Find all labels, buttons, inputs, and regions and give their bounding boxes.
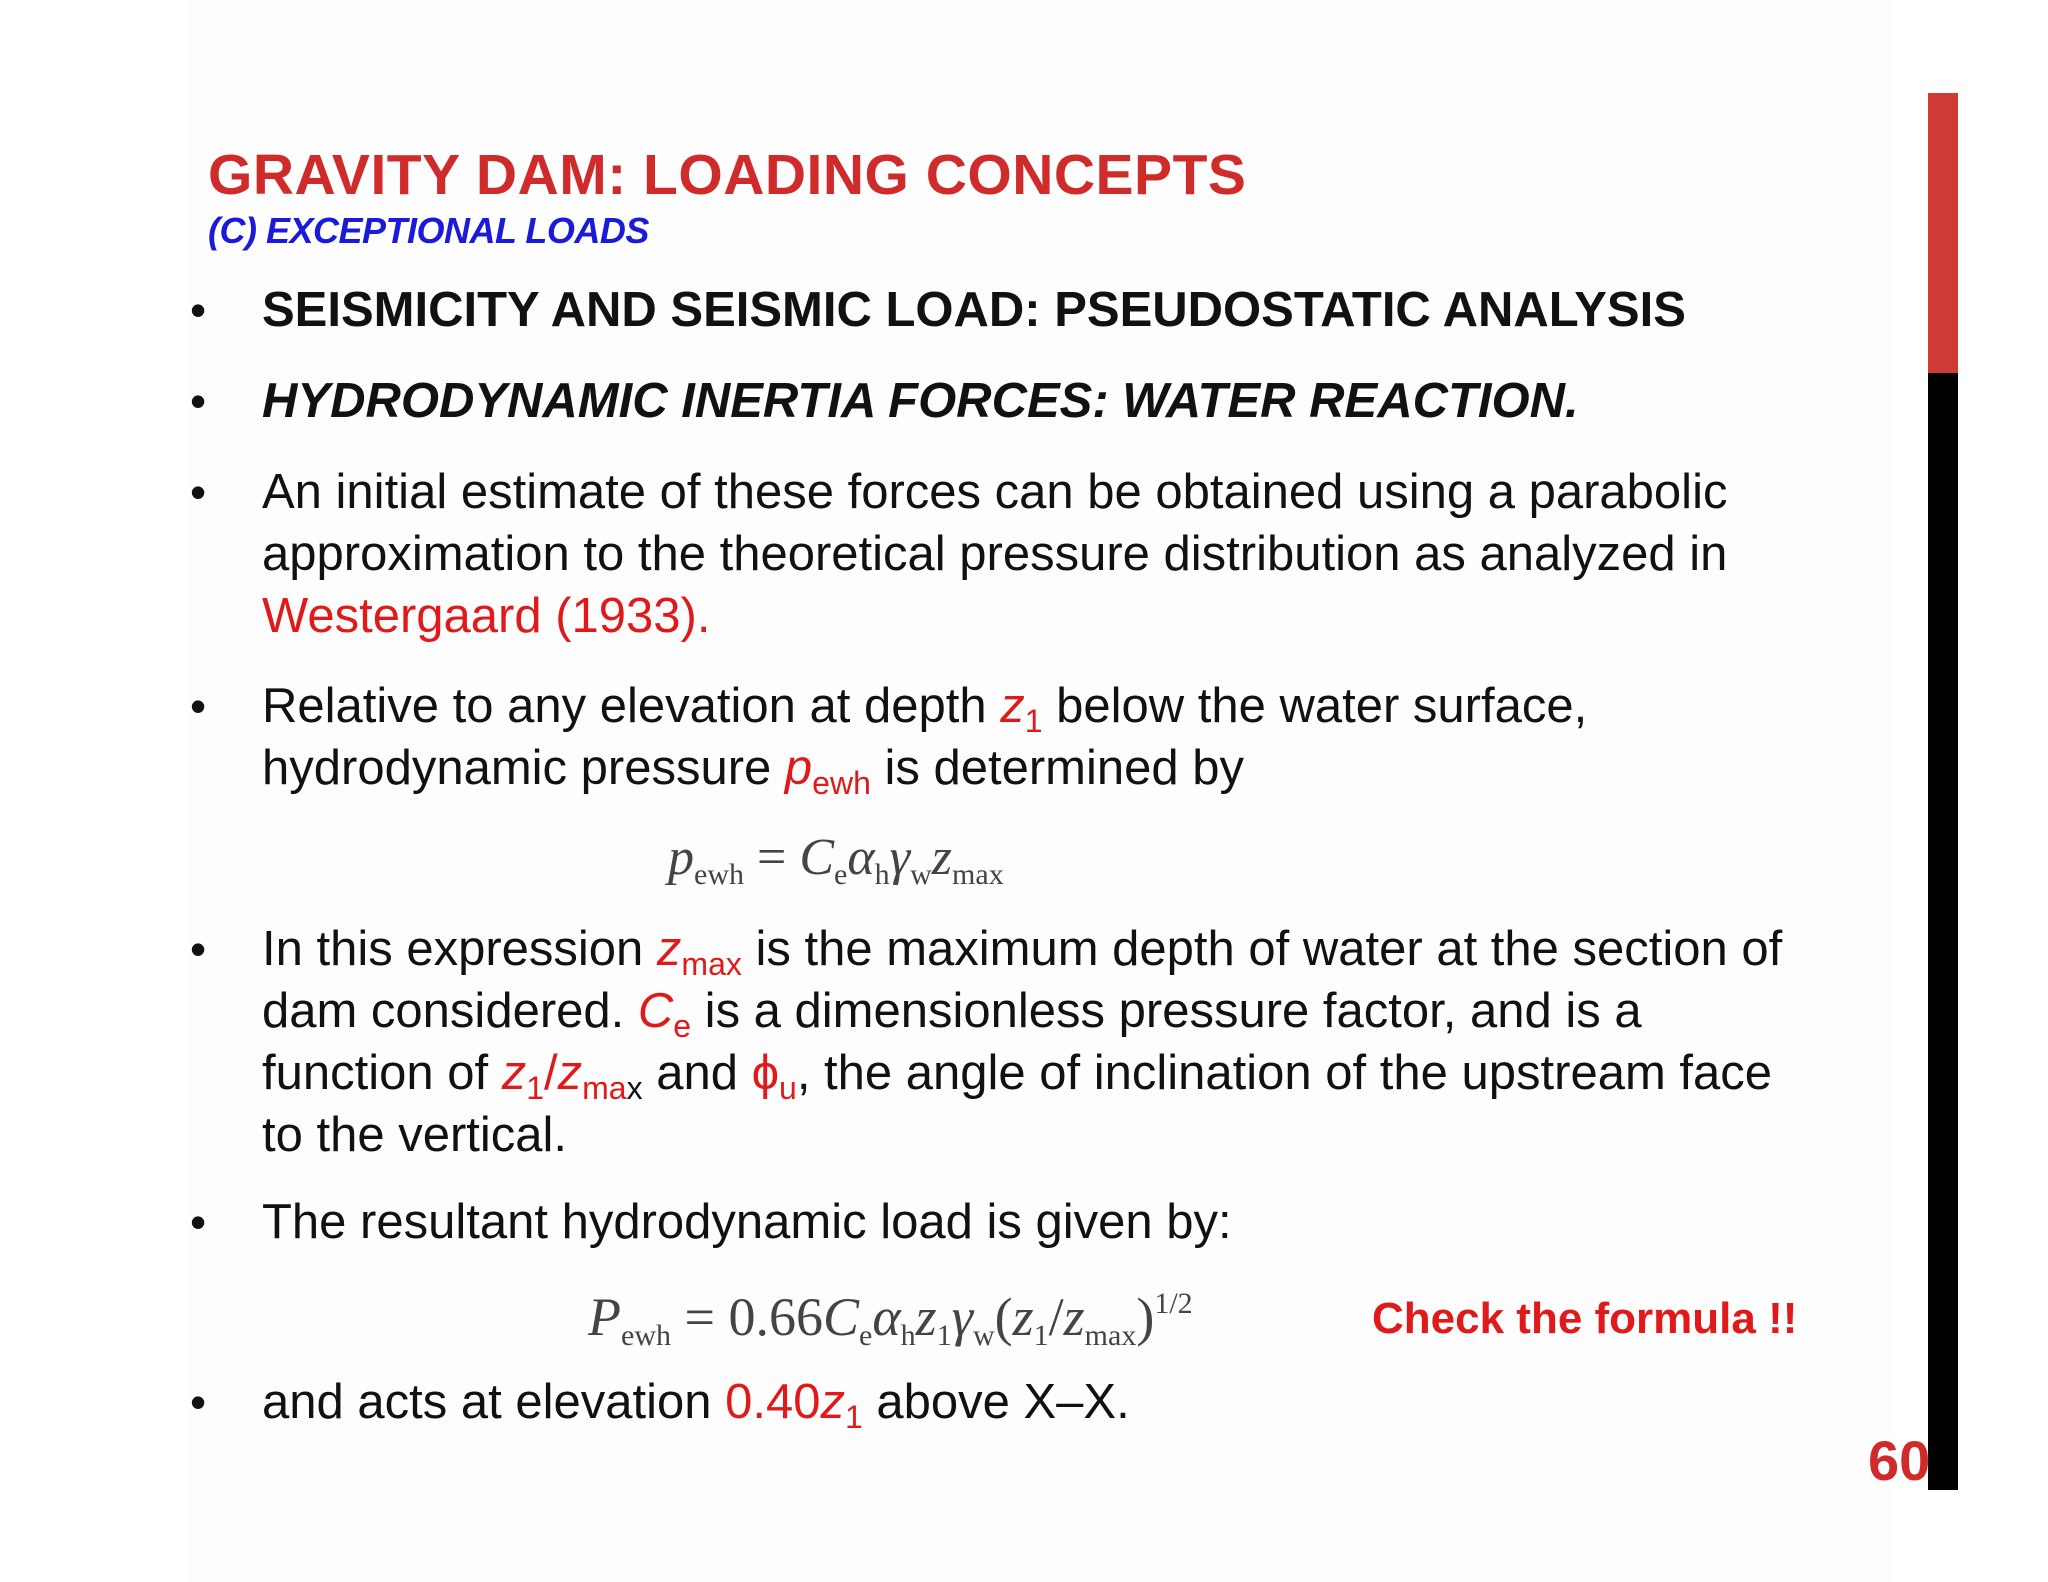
side-accent-bar-black <box>1928 373 1958 1490</box>
var-zmax: $z_{max}$ <box>656 922 742 982</box>
page-number: 60 <box>1868 1429 1931 1492</box>
var-z1: $z_1$ <box>1000 679 1043 739</box>
bullet-marker: • <box>190 375 207 427</box>
bullet-marker: • <box>190 923 207 975</box>
var-ce: $C_e$ <box>637 984 692 1044</box>
var-phi-u: $\phi_u$ <box>751 1046 797 1106</box>
bullet-expression-explanation <box>262 918 1782 1166</box>
bullet-line: to the vertical. <box>262 1108 568 1162</box>
bullet-line: dam considered. $C_e$ is a dimensionless pressure factor, and is a <box>262 984 1642 1044</box>
var-040z1: $0.40z_1$ <box>725 1375 863 1435</box>
bullet-marker: • <box>190 680 207 732</box>
bullet-marker: • <box>190 1376 207 1428</box>
bullet-resultant-load: The resultant hydrodynamic load is given by: <box>262 1195 1232 1249</box>
side-accent-bar-red <box>1928 93 1958 373</box>
bullet-line: Relative to any elevation at depth $z_1$ below the water surface, <box>262 679 1588 739</box>
bullet-line: An initial estimate of these forces can be obtained using a parabolic <box>262 465 1728 519</box>
check-formula-note: Check the formula !! <box>1372 1294 1798 1343</box>
bullet-seismicity: SEISMICITY AND SEISMIC LOAD: PSEUDOSTATIC ANALYSIS <box>262 283 1686 337</box>
bullet-line: function of $z_1/z_{max}$ and $\phi_u$, the angle of inclination of the upstream face <box>262 1046 1772 1106</box>
bullet-marker: • <box>190 1196 207 1248</box>
bullet-relative-elevation <box>262 675 1587 799</box>
bullet-line: In this expression $z_{max}$ is the maximum depth of water at the section of <box>262 922 1783 982</box>
slide-subtitle: (C) EXCEPTIONAL LOADS <box>208 210 649 251</box>
resultant-load-formula: $P_{ewh} = 0.66C_e\alpha_hz_1\gamma_w(z_1/z_{max})^{1/2}$ <box>588 1287 1193 1352</box>
westergaard-reference: Westergaard (1933). <box>262 589 711 643</box>
bullet-line: hydrodynamic pressure $p_{ewh}$ is determined by <box>262 741 1244 801</box>
bullet-marker: • <box>190 284 207 336</box>
bullet-line: approximation to the theoretical pressure distribution as analyzed in <box>262 527 1728 581</box>
bullet-marker: • <box>190 466 207 518</box>
slide-title: GRAVITY DAM: LOADING CONCEPTS <box>208 143 1247 207</box>
var-pewh: $p_{ewh}$ <box>784 741 871 801</box>
bullet-acts-at-elevation: and acts at elevation $0.40z_1$ above X–X. <box>262 1375 1130 1435</box>
bullet-initial-estimate <box>262 461 1727 647</box>
pressure-formula: $p_{ewh} = C_e\alpha_h\gamma_wz_{max}$ <box>668 829 1004 891</box>
bullet-hydrodynamic-forces: HYDRODYNAMIC INERTIA FORCES: WATER REACTION. <box>262 374 1579 428</box>
var-z1-over-zmax: $z_1/z_{ma}$ <box>501 1046 627 1106</box>
